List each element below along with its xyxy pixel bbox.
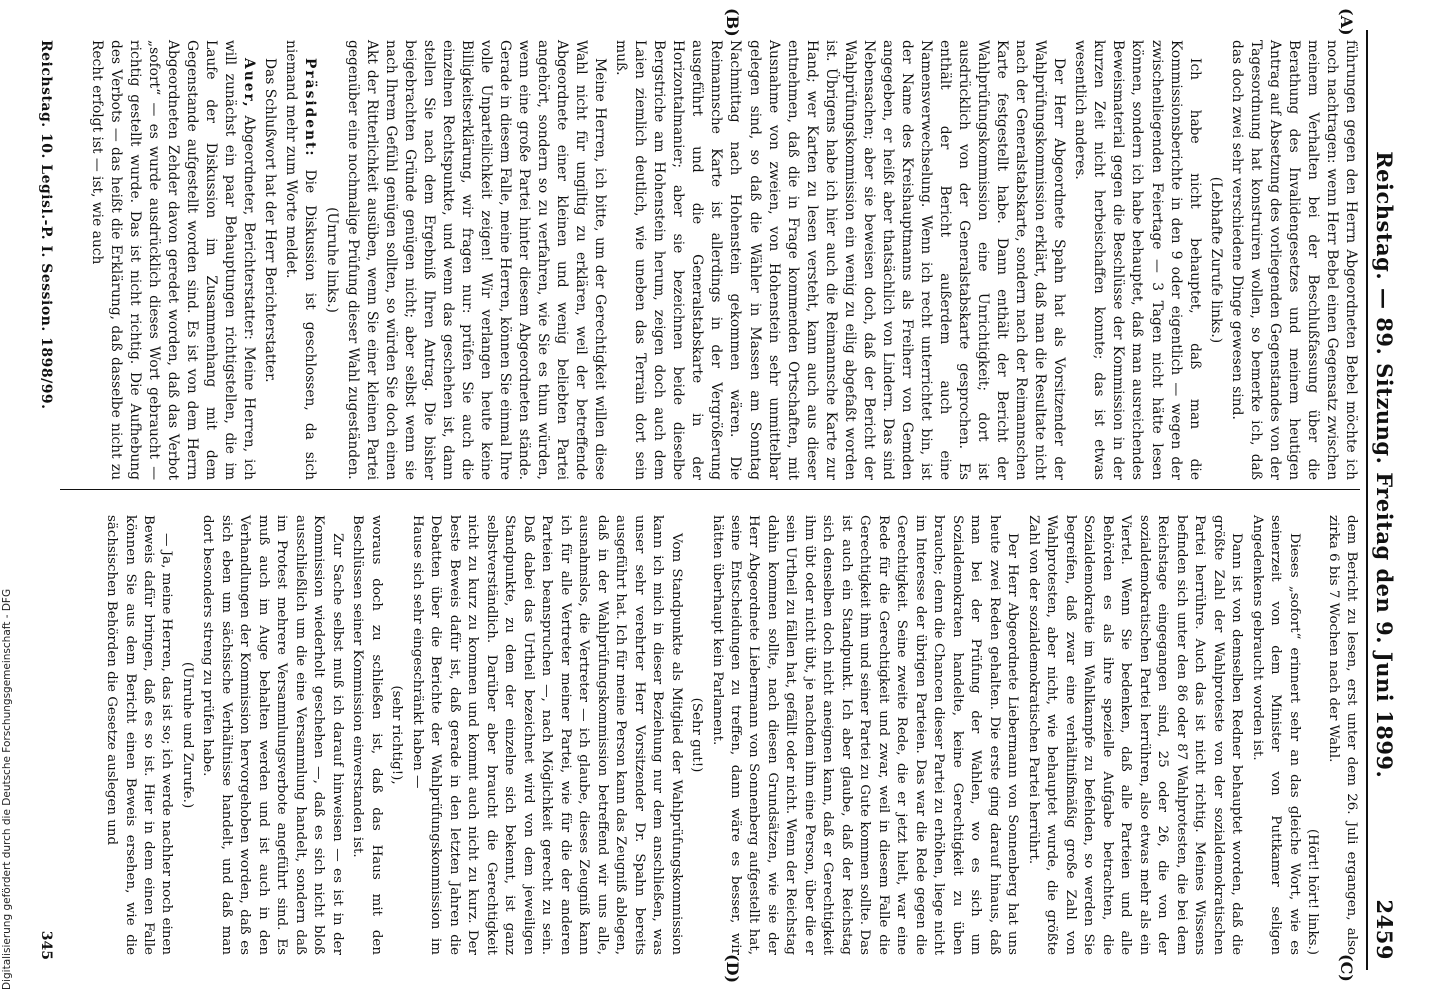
header-center-title: Reichstag. — 89. Sitzung. Freitag den 9. Juni 1899.	[1372, 151, 1397, 779]
interjection: (Hört! hört! links.)	[1305, 828, 1321, 955]
interjection: (sehr richtig!),	[389, 685, 405, 785]
interjection: (Sehr gut!)	[689, 697, 705, 773]
margin-marker-d: (D)	[723, 954, 742, 984]
paragraph: Dieses „sofort“ erinnert sehr an das gleiche Wort, wie es seinerzeit von dem Minister von Puttkamer seligen Angedenkens gebraucht worden ist.	[1249, 515, 1302, 955]
speaker-label: Auer,	[241, 58, 258, 109]
speaker-paragraph	[87, 40, 258, 480]
speaker-label: Präsident:	[302, 58, 319, 158]
left-column	[85, 40, 1360, 480]
paragraph: Der Herr Abgeordnete Spahn hat als Vorsitzender der Wahlprüfungskommission erklärt, daß man die Resultate nicht nach der Generalstabskarte, sondern nach der Reimannschen Karte festgestellt habe. Dann enthält der Bericht der Wahlprüfungskommission eine Unrichtigkeit; dort ist ausdrücklich von der Generalstabskarte gesprochen. Es enthält der Bericht außerdem auch eine Namensverwechselung. Wenn ich recht unterrichtet bin, ist der Name des Kreishauptmanns als Freiherr von Gemden angegeben, er heißt aber thatsächlich von Lindern. Das sind Nebensachen; aber sie beweisen doch, daß der Bericht der Wahlprüfungskommission ein wenig zu eilig abgefaßt worden ist. Übrigens habe ich hier auch die Reimannsche Karte zur Hand; wer Karten zu lesen versteht, kann auch aus dieser entnehmen, daß die in Frage kommenden Ortschaften, mit Ausnahme von zweien, von Hohenstein sehr unmittelbar gelegen sind, so daß die Wähler in Massen am Sonntag Nachmittag nach Hohenstein gekommen wären. Die Reimannsche Karte ist allerdings in der Vergrößerung ausgeführt und die Generalstabskarte in der Horizontalmanier; aber sie bezeichnen beide dieselbe Bergstriche am Hohenstein herum, zeigen doch auch dem Laien ziemlich deutlich, wie uneben das Terrain dort sein muß.	[613, 40, 1068, 480]
header-rule	[1366, 30, 1368, 970]
speech-text: Die Diskussion ist geschlossen, da sich niemand mehr zum Worte meldet.	[283, 40, 319, 480]
margin-marker-b: (B)	[723, 8, 742, 37]
interjection: (Unruhe und Zurufe.)	[179, 661, 195, 809]
paragraph: führungen gegen den Herrn Abgeordneten Bebel möchte ich noch nachtragen: wenn Herr Bebel einen Gegensatz zwischen meinem Verhalten bei der Beschlußfassung über die Berathung des Invalidengesetzes und meinem heutigen Antrag auf Absetzung des vorliegenden Gegenstandes von der Tagesordnung hat konstruiren wollen, so bemerke ich, daß das doch zwei sehr verschiedene Dinge gewesen sind.	[1228, 40, 1359, 480]
paragraph: Der Herr Abgeordnete Liebermann von Sonnenberg hat uns heute zwei Reden gehalten. Die erste ging darauf hinaus, daß man bei der Prüfung der Wahlen, wo es sich um Sozialdemokraten handelte, keine Gerechtigkeit zu üben brauche; denn die Chancen dieser Partei zu erhöhen, liege nicht im Interesse der übrigen Parteien. Das war die Rede gegen die Gerechtigkeit. Seine zweite Rede, die er jetzt hielt, war eine Rede für die Gerechtigkeit und zwar, weil in diesem Falle die Gerechtigkeit ihm und seiner Partei zu Gute kommen sollte. Das ist auch ein Standpunkt. Ich aber glaube, daß der Reichstag sich denselben doch nicht aneignen kann, daß er Gerechtigkeit ihm übt oder nicht übt, je nachdem ihm eine Person, über die er sein Urtheil zu fällen hat, gefällt oder nicht. Wenn der Reichstag dahin kommen sollte, nach diesen Grundsätzen, wie sie der Herr Abgeordnete Liebermann von Sonnenberg aufgestellt hat, seine Entscheidungen zu treffen, dann wäre es besser, wir hätten überhaupt kein Parlament.	[709, 515, 1021, 955]
interjection: (Unruhe links.)	[323, 207, 340, 313]
speaker-paragraph	[281, 40, 319, 480]
paragraph: Zur Sache selbst muß ich darauf hinweisen — es ist in der Kommission wiederholt geschehen —, daß es sich nicht bloß ausschließlich um die eine Versammlung handelt, sondern daß im Protest mehrere Versammlungsverbote angeführt sind. Es muß auch im Auge behalten werden und ist auch in den Verhandlungen der Kommission hervorgehoben worden, daß es sich eben um sächsische Verhältnisse handelt, und daß man dort besonders streng zu prüfen habe.	[200, 515, 345, 955]
paragraph: woraus doch zu schließen ist, daß das Haus mit den Beschlüssen seiner Kommission einverstanden ist.	[350, 515, 384, 955]
paragraph: Meine Herren, ich bitte, um der Gerechtigkeit willen diese Wahl nicht für ungiltig zu erklären, weil der betreffende Abgeordnete einer kleinen und wenig beliebten Partei angehört, sondern so zu verfahren, wie Sie es thun würden, wenn eine große Partei hinter diesem Abgeordneten stände. Gerade in diesem Falle, meine Herren, können Sie einmal Ihre volle Unparteilichkeit zeigen! Wir verlangen heute keine Billigkeitserklärung, wir fragen nur: prüfen Sie auch die einzelnen Rechtspunkte, und wenn das geschehen ist, dann stellen Sie nach dem Ergebniß Ihren Antrag. Die bisher beigebrachten Gründe genügen nicht; aber selbst wenn sie nach Ihrem Gefühl genügen sollten, so würden Sie doch einen Akt der Ritterlichkeit ausüben, wenn Sie einer kleinen Partei gegenüber eine nochmalige Prüfung dieser Wahl zugeständen.	[344, 40, 609, 480]
column-divider	[60, 489, 1360, 490]
paragraph: Vom Standpunkte als Mitglied der Wahlprüfungskommission kann ich mich in dieser Beziehung nur dem anschließen, was unser sehr verehrter Herr Vorsitzender Dr. Spahn bereits ausgeführt hat. Ich für meine Person kann das Zeugniß ablegen, daß in der Wahlprüfungskommission betreffend wir uns alle, ausnahmslos, die Vertreter — ich glaube, dieses Zeugniß kann ich für alle Vertreter meiner Partei, wie für die der anderen Parteien beanspruchen —, nach Möglichkeit gerecht zu sein. Daß dabei das Urtheil bezeichnet wird von dem jeweiligen Standpunkte, zu dem der einzelne sich bekennt, ist ganz selbstverständlich. Darüber aber braucht die Gerechtigkeit nicht zu kurz zu kommen und kommt auch nicht zu kurz. Der beste Beweis dafür ist, daß gerade in den letzten Jahren die Debatten über die Berichte der Wahlprüfungskommission im Hause sich sehr eingeschränkt haben —	[409, 515, 684, 955]
paragraph: Das Schlußwort hat der Herr Berichterstatter.	[262, 58, 279, 383]
margin-marker-a: (A)	[1337, 8, 1356, 36]
margin-marker-c: (C)	[1337, 954, 1356, 982]
paragraph: — Ja, meine Herren, das ist so; ich werde nachher noch einen Beweis dafür bringen, daß es so ist. Hier in dem einen Falle können Sie aus dem Bericht einen Beweis ersehen, wie die sächsischen Behörden die Gesetze auslegen und	[104, 515, 175, 955]
paragraph: Ich habe nicht behauptet, daß man die Kommissionsberichte in den 9 oder eigentlich — wegen der zwischenliegenden Feiertage — 3 Tagen nicht hätte lesen können, sondern ich habe behauptet, daß man ausreichendes Beweismaterial gegen die Beschlüsse der Kommission in der kurzen Zeit nicht herbeischaffen konnte; das ist etwas wesentlich anderes.	[1072, 40, 1203, 480]
right-column	[100, 515, 1360, 955]
paragraph: Dann ist von demselben Redner behauptet worden, daß die größte Zahl der Wahlproteste von der sozialdemokratischen Partei herrühre. Auch das ist nicht richtig. Meines Wissens befinden sich unter den 86 oder 87 Wahlprotesten, die bei dem Reichstage eingegangen sind, 25 oder 26, die von der sozialdemokratischen Partei herrühren, also etwas mehr als ein Viertel. Wenn Sie bedenken, daß alle Parteien und alle Behörden es als ihre spezielle Aufgabe betrachten, die Sozialdemokratie im Wahlkampfe zu befehden, so werden Sie begreifen, daß zwar eine verhältnißmäßig große Zahl von Wahlprotesten, aber nicht, wie behauptet wurde, die größte Zahl von der sozialdemokratischen Partei herrührt.	[1025, 515, 1245, 955]
speech-text: Abgeordneter, Berichterstatter: Meine Herren, ich will zunächst ein paar Behauptungen richtigstellen, die im Laufe der Diskussion im Zusammenhang mit dem Gegenstande aufgestellt worden sind. Es ist von dem Herrn Abgeordneten Zehder davon geredet worden, daß das Verbot „sofort“ — es wurde ausdrücklich dieses Wort gebraucht — richtig gestellt wurde. Das ist nicht richtig. Die Aufhebung des Verbots — das heißt die Erklärung, daß dasselbe nicht zu Recht erfolgt ist — ist, wie auch	[88, 40, 258, 480]
paragraph: dem Bericht zu lesen, erst unter dem 26. Juli ergangen, also zirka 6 bis 7 Wochen nach der Wahl.	[1325, 515, 1359, 955]
interjection: (Lebhafte Zurufe links.)	[1207, 176, 1224, 344]
digitization-credit: Digitalisierung gefördert durch die Deutsche Forschungsgemeinschaft - DFG	[1, 588, 13, 990]
page-header	[1372, 30, 1412, 960]
footer-page-number: 345	[38, 930, 54, 960]
header-page-number: 2459	[1372, 899, 1397, 960]
footer-session-info: Reichstag. 10. Legisl.-P. I. Session. 1898/99.	[38, 40, 54, 410]
